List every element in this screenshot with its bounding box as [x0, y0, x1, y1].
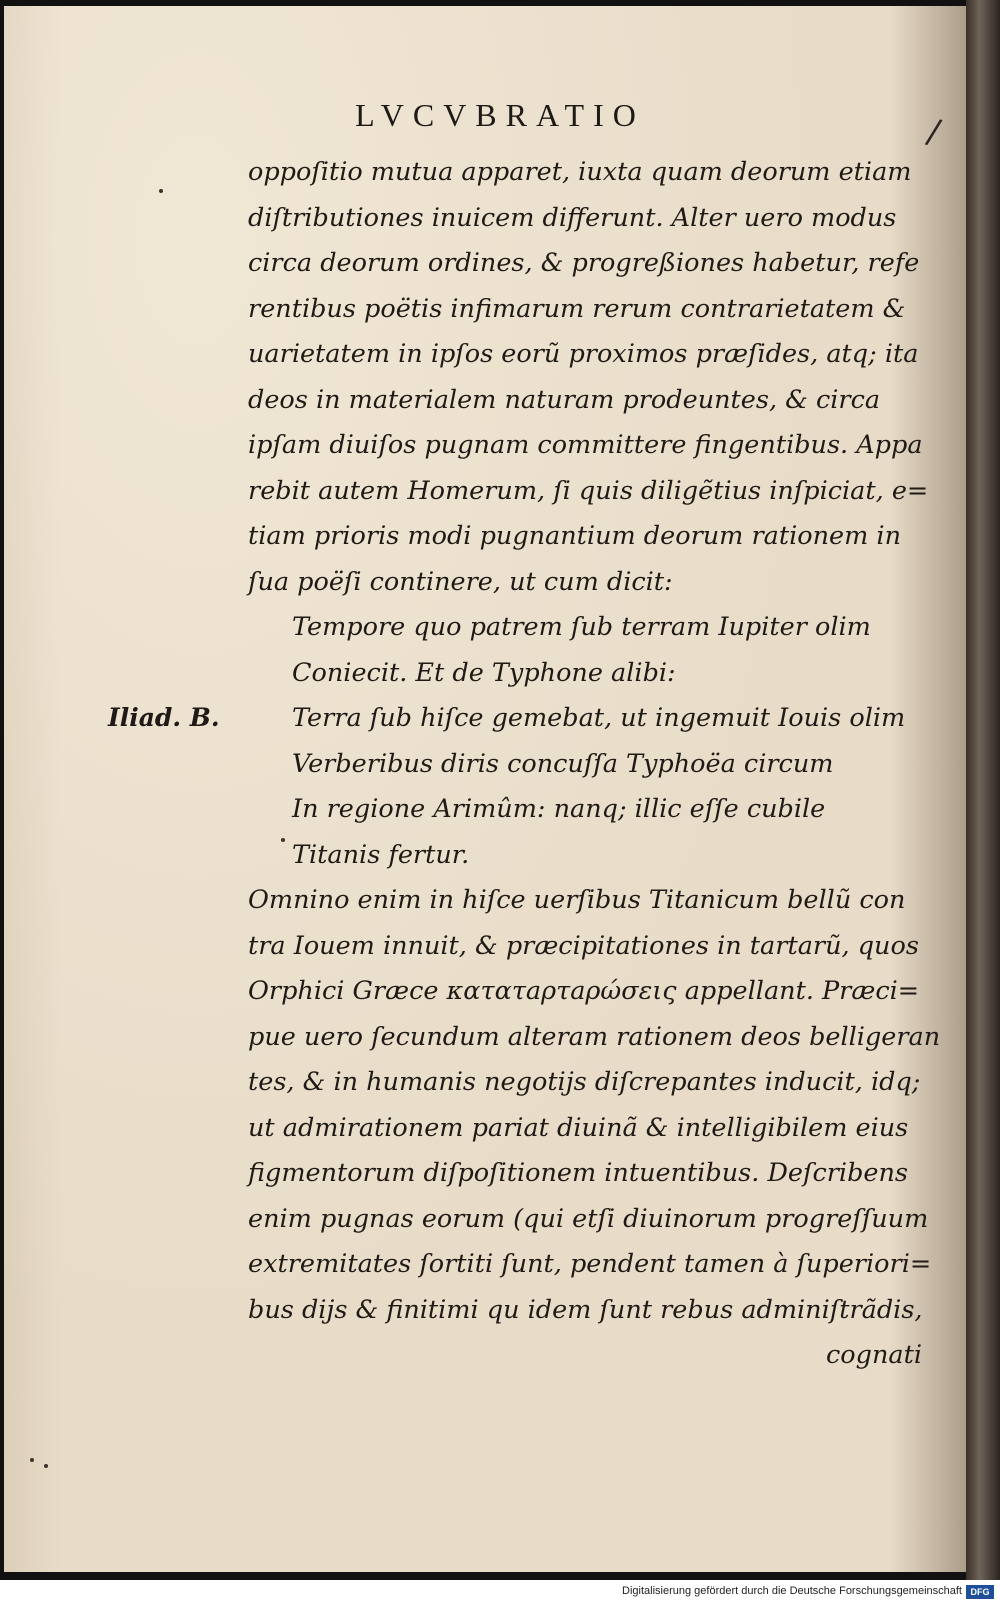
catchword: cognati	[826, 1340, 922, 1370]
verse-line: Coniecit. Et de Typhone alibi:	[292, 657, 676, 688]
text-line: oppoſitio mutua apparet, iuxta quam deorum etiam	[248, 157, 912, 187]
text-line: figmentorum diſpoſitionem intuentibus. Deſcribens	[248, 1158, 908, 1188]
text-line: bus dijs & finitimi qu idem ſunt rebus adminiſtrãdis,	[248, 1294, 923, 1325]
verse-line: Terra ſub hiſce gemebat, ut ingemuit Iouis olim	[292, 703, 906, 733]
text-line: tiam prioris modi pugnantium deorum rationem in	[248, 521, 901, 551]
text-line: ipſam diuiſos pugnam committere fingentibus. Appa	[248, 430, 923, 460]
text-line: diſtributiones inuicem differunt. Alter uero modus	[248, 202, 897, 233]
pen-mark: /	[923, 111, 945, 153]
text-line: deos in materialem naturam prodeuntes, & circa	[248, 384, 881, 415]
verse-line: In regione Arimûm: nanq; illic eſſe cubile	[292, 794, 826, 824]
verse-line: Tempore quo patrem ſub terram Iupiter olim	[292, 612, 871, 642]
text-line: tra Iouem innuit, & præcipitationes in tartarũ, quos	[248, 930, 919, 961]
text-line: ut admirationem pariat diuinã & intelligibilem eius	[248, 1112, 909, 1143]
ink-speck	[44, 1464, 48, 1468]
footer-bar	[0, 1580, 1000, 1605]
footer-credit: Digitalisierung gefördert durch die Deutsche Forschungsgemeinschaft	[622, 1585, 962, 1597]
text-line: pue uero ſecundum alteram rationem deos belligeran	[248, 1021, 941, 1052]
text-line: Omnino enim in hiſce uerſibus Titanicum bellũ con	[248, 885, 906, 915]
page-edge	[966, 0, 1000, 1580]
margin-note: Iliad. B.	[108, 703, 220, 732]
text-line: circa deorum ordines, & progreßiones habetur, refe	[248, 248, 920, 278]
verse-line: Titanis fertur.	[292, 839, 470, 870]
verse-line: Verberibus diris concuſſa Typhoëa circum	[292, 748, 834, 779]
text-line: ſua poëſi continere, ut cum dicit:	[248, 566, 673, 597]
text-line: uarietatem in ipſos eorũ proximos præſides, atq; ita	[248, 339, 919, 369]
text-line: rentibus poëtis infimarum rerum contrarietatem &	[248, 293, 906, 324]
text-line: extremitates ſortiti ſunt, pendent tamen à ſuperiori=	[248, 1249, 932, 1279]
body-text	[248, 150, 941, 1379]
text-line: enim pugnas eorum (qui etſi diuinorum progreſſuum	[248, 1203, 929, 1234]
text-line: tes, & in humanis negotijs diſcrepantes inducit, idq;	[248, 1067, 921, 1097]
text-line: Orphici Græce κατατaρτaρώσεις appellant. Præci=	[248, 976, 920, 1006]
ink-speck	[159, 189, 163, 193]
running-head: LVCVBRATIO	[355, 97, 645, 133]
text-line: rebit autem Homerum, ſi quis diligẽtius inſpiciat, e=	[248, 475, 929, 506]
ink-speck	[30, 1458, 34, 1462]
dfg-logo-icon: DFG	[966, 1585, 994, 1599]
